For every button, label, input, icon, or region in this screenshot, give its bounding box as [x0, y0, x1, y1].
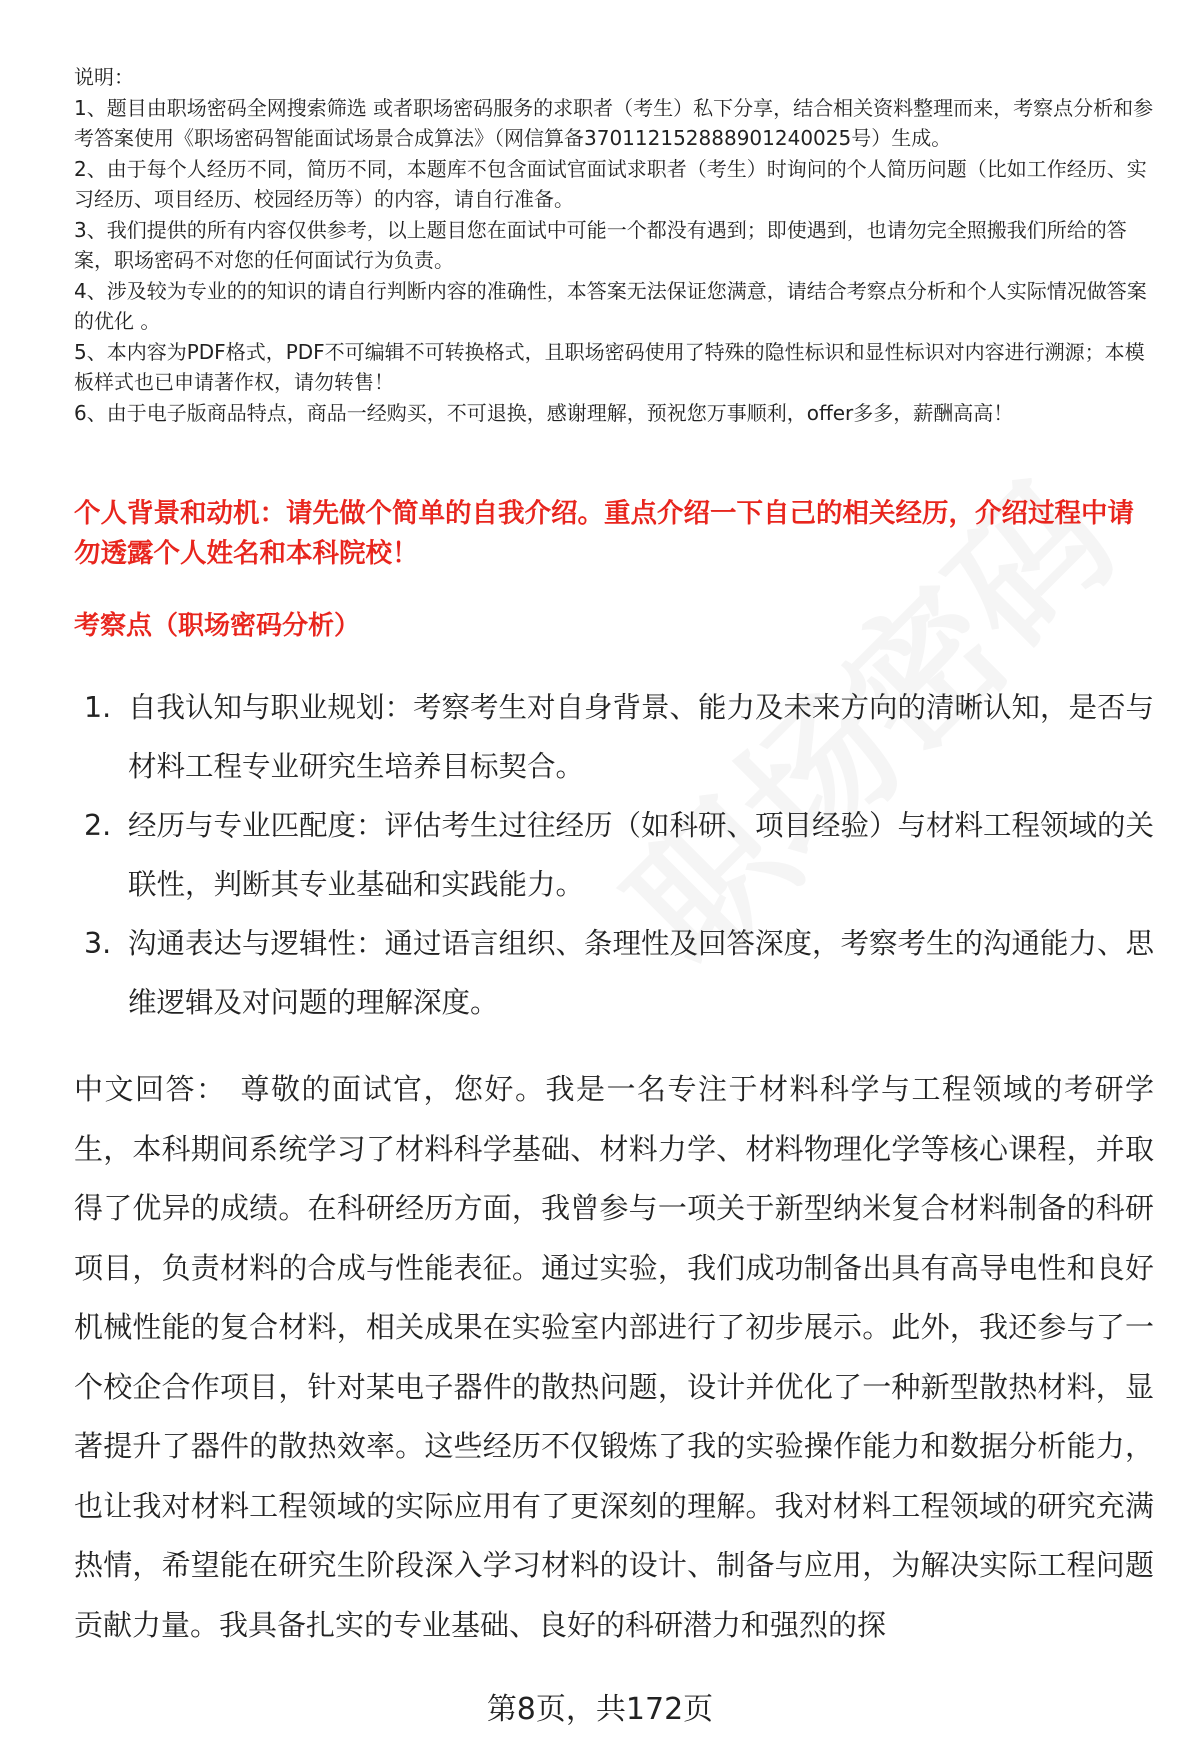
assessment-points-list — [80, 678, 1160, 1032]
assessment-point — [80, 796, 1160, 914]
notice-item: 6、由于电子版商品特点，商品一经购买，不可退换，感谢理解，预祝您万事顺利，offer多多，薪酬高高！ — [74, 400, 1014, 425]
point-number: 1. — [84, 691, 112, 724]
page-number: 第8页，共172页 — [486, 1692, 714, 1727]
point-text: 经历与专业匹配度：评估考生过往经历（如科研、项目经验）与材料工程领域的关联性，判断其专业基础和实践能力。 — [128, 809, 1155, 901]
assessment-points-heading: 考察点（职场密码分析） — [74, 611, 361, 641]
answer-paragraph — [74, 1060, 1154, 1655]
question-heading: 个人背景和动机：请先做个简单的自我介绍。重点介绍一下自己的相关经历，介绍过程中请勿透露个人姓名和本科院校！ — [74, 498, 1134, 569]
assessment-point — [80, 678, 1160, 796]
notice-title: 说明： — [74, 65, 134, 89]
point-text: 沟通表达与逻辑性：通过语言组织、条理性及回答深度，考察考生的沟通能力、思维逻辑及对问题的理解深度。 — [128, 927, 1155, 1019]
point-number: 2. — [84, 809, 112, 842]
point-number: 3. — [84, 927, 112, 960]
point-text: 自我认知与职业规划：考察考生对自身背景、能力及未来方向的清晰认知，是否与材料工程专业研究生培养目标契合。 — [128, 691, 1155, 783]
notice-item: 2、由于每个人经历不同，简历不同，本题库不包含面试官面试求职者（考生）时询问的个人简历问题（比如工作经历、实习经历、项目经历、校园经历等）的内容，请自行准备。 — [74, 156, 1147, 211]
assessment-point — [80, 914, 1160, 1032]
answer-text: 尊敬的面试官，您好。我是一名专注于材料科学与工程领域的考研学生，本科期间系统学习了材料科学基础、材料力学、材料物理化学等核心课程，并取得了优异的成绩。在科研经历方面，我曾参与一项关于新型纳米复合材料制备的科研项目，负责材料的合成与性能表征。通过实验，我们成功制备出具有高导电性和良好机械性能的复合材料，相关成果在实验室内部进行了初步展示。此外，我还参与了一个校企合作项目，针对某电子器件的散热问题，设计并优化了一种新型散热材料，显著提升了器件的散热效率。这些经历不仅锻炼了我的实验操作能力和数据分析能力，也让我对材料工程领域的实际应用有了更深刻的理解。我对材料工程领域的研究充满热情，希望能在研究生阶段深入学习材料的设计、制备与应用，为解决实际工程问题贡献力量。我具备扎实的专业基础、良好的科研潜力和强烈的探 — [74, 1072, 1154, 1642]
answer-label: 中文回答： — [74, 1072, 227, 1106]
notice-item: 5、本内容为PDF格式，PDF不可编辑不可转换格式，且职场密码使用了特殊的隐性标识和显性标识对内容进行溯源；本模板样式也已申请著作权，请勿转售！ — [74, 339, 1145, 394]
notice-item: 4、涉及较为专业的的知识的请自行判断内容的准确性，本答案无法保证您满意，请结合考察点分析和个人实际情况做答案的优化 。 — [74, 278, 1147, 333]
notice-block — [74, 62, 1164, 428]
notice-item: 1、题目由职场密码全网搜索筛选 或者职场密码服务的求职者（考生）私下分享，结合相关资料整理而来，考察点分析和参考答案使用《职场密码智能面试场景合成算法》（网信算备370112152888901240025号）生成。 — [74, 95, 1154, 150]
notice-item: 3、我们提供的所有内容仅供参考，以上题目您在面试中可能一个都没有遇到；即使遇到，也请勿完全照搬我们所给的答案，职场密码不对您的任何面试行为负责。 — [74, 217, 1127, 272]
